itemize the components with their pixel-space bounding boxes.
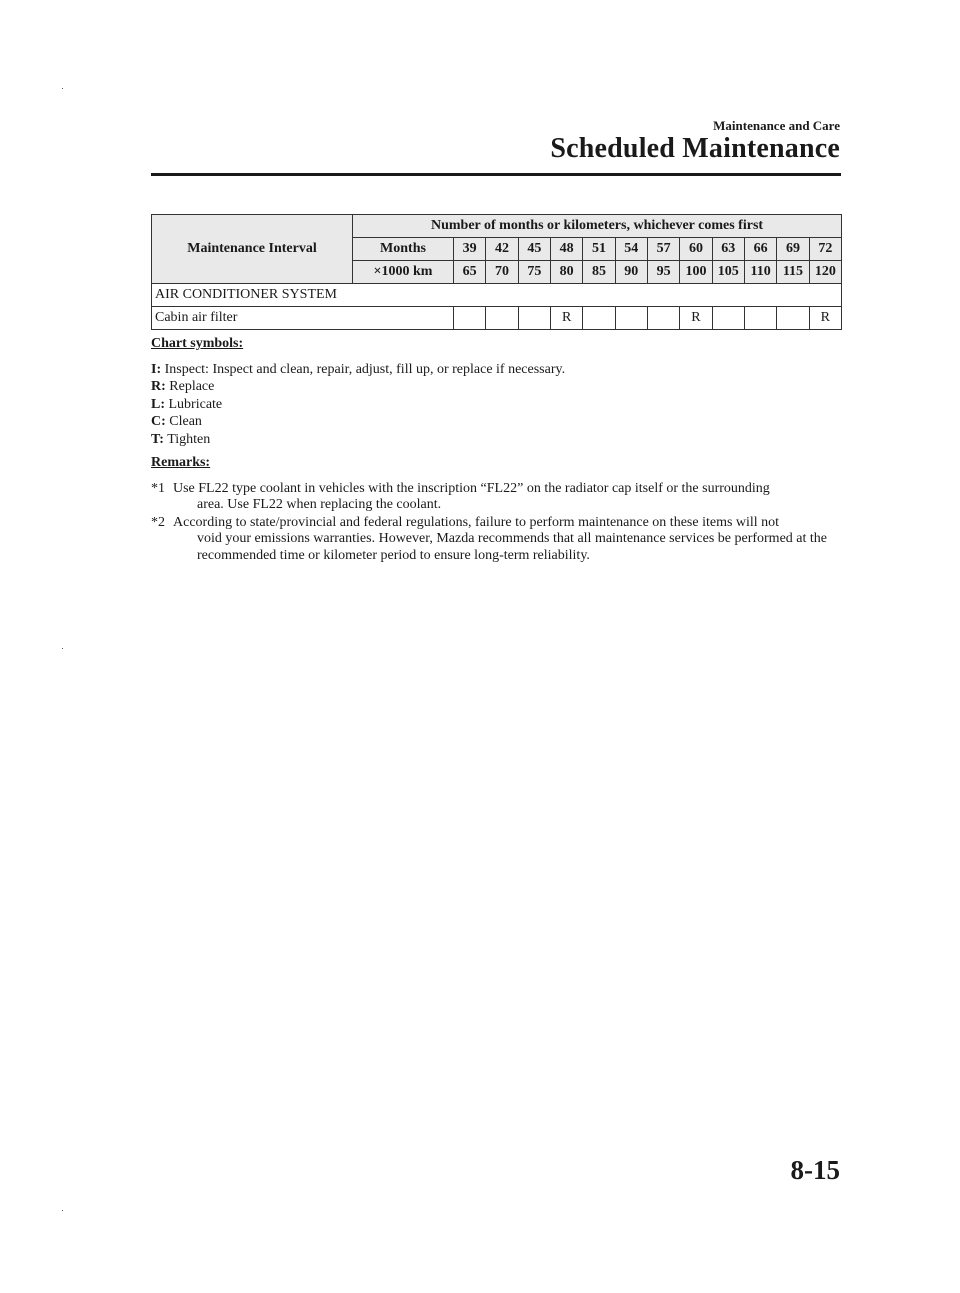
symbol-text: Tighten [167, 431, 211, 447]
symbol-item [151, 431, 851, 449]
symbol-key: I: [151, 361, 162, 377]
header-divider [151, 173, 841, 176]
remarks-heading: Remarks: [151, 455, 211, 470]
km-cell: 105 [712, 261, 744, 284]
item-name-cell: Cabin air filter [152, 307, 454, 330]
crop-mark [62, 648, 63, 649]
schedule-cell [744, 307, 776, 330]
crop-mark [62, 1210, 63, 1211]
km-cell: 95 [647, 261, 679, 284]
symbol-key: L: [151, 396, 165, 412]
month-cell: 66 [744, 238, 776, 261]
month-cell: 51 [583, 238, 615, 261]
schedule-cell [615, 307, 647, 330]
schedule-cell: R [809, 307, 841, 330]
schedule-cell [647, 307, 679, 330]
month-cell: 45 [518, 238, 550, 261]
symbol-text: Inspect: Inspect and clean, repair, adjust, fill up, or replace if necessary. [164, 361, 566, 377]
schedule-cell [777, 307, 809, 330]
schedule-cell [712, 307, 744, 330]
section-row: AIR CONDITIONER SYSTEM [152, 284, 842, 307]
symbol-text: Clean [169, 414, 202, 429]
km-cell: 115 [777, 261, 809, 284]
symbol-key: R: [151, 379, 166, 394]
schedule-cell [583, 307, 615, 330]
km-label-cell: ×1000 km [353, 261, 454, 284]
schedule-cell [454, 307, 486, 330]
remark-number: *1 [151, 480, 165, 496]
remark-text-cont: area. Use FL22 when replacing the coolant. [197, 497, 442, 512]
chart-symbols [151, 335, 851, 448]
km-cell: 90 [615, 261, 647, 284]
month-cell: 57 [647, 238, 679, 261]
interval-label-cell: Maintenance Interval [152, 215, 353, 284]
month-cell: 72 [809, 238, 841, 261]
schedule-cell: R [550, 307, 582, 330]
km-cell: 70 [486, 261, 518, 284]
symbol-text: Replace [169, 379, 215, 394]
remark-text-cont: void your emissions warranties. However, Mazda recommends that all maintenance services be performed at the recommended time or kilometer period to ensure long-term reliability. [197, 531, 827, 563]
km-cell: 100 [680, 261, 712, 284]
month-cell: 54 [615, 238, 647, 261]
km-cell: 75 [518, 261, 550, 284]
schedule-cell [486, 307, 518, 330]
symbol-item [151, 413, 851, 431]
month-cell: 48 [550, 238, 582, 261]
month-cell: 60 [680, 238, 712, 261]
section-label: Maintenance and Care [713, 118, 840, 133]
symbol-key: T: [151, 431, 164, 447]
km-cell: 110 [744, 261, 776, 284]
month-cell: 42 [486, 238, 518, 261]
table-row [152, 307, 842, 330]
span-header-cell: Number of months or kilometers, whichever comes first [353, 215, 842, 238]
km-cell: 85 [583, 261, 615, 284]
month-cell: 39 [454, 238, 486, 261]
remark-item [151, 515, 841, 565]
symbol-key: C: [151, 414, 166, 429]
maintenance-schedule-table [151, 214, 842, 330]
km-cell: 80 [550, 261, 582, 284]
remark-number: *2 [151, 514, 165, 530]
km-cell: 120 [809, 261, 841, 284]
crop-mark [62, 88, 63, 89]
remark-text: Use FL22 type coolant in vehicles with the inscription “FL22” on the radiator cap itself or the surrounding [173, 480, 770, 496]
symbol-item [151, 396, 851, 414]
page-title: Scheduled Maintenance [550, 133, 840, 164]
schedule-cell [518, 307, 550, 330]
symbol-text: Lubricate [168, 396, 223, 412]
month-cell: 69 [777, 238, 809, 261]
page-number: 8-15 [790, 1155, 840, 1185]
month-cell: 63 [712, 238, 744, 261]
months-label-cell: Months [353, 238, 454, 261]
km-cell: 65 [454, 261, 486, 284]
remark-item [151, 481, 841, 514]
schedule-cell: R [680, 307, 712, 330]
remarks [151, 455, 841, 565]
symbol-item [151, 361, 851, 379]
remark-text: According to state/provincial and federal regulations, failure to perform maintenance on these items will not [173, 514, 780, 530]
chart-symbols-heading: Chart symbols: [151, 336, 244, 351]
symbol-item [151, 378, 851, 396]
